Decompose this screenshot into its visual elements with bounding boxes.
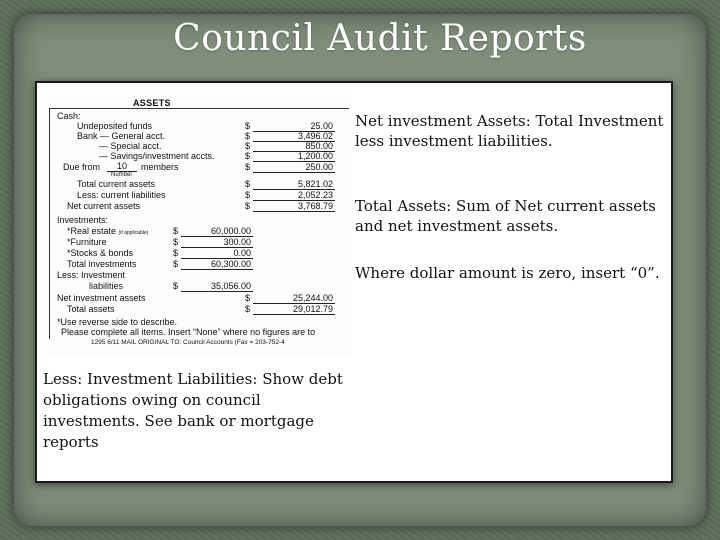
- form-row-value: 850.00: [253, 141, 335, 152]
- form-row-label: — Special acct.: [99, 141, 162, 151]
- form-row-label: *Stocks & bonds: [67, 248, 134, 258]
- form-row-label: Less: current liabilities: [77, 190, 166, 200]
- form-row-value: 250.00: [253, 162, 335, 173]
- form-row-dollar: $: [245, 121, 251, 131]
- members-count: 10: [107, 161, 137, 172]
- form-row-dollar: $: [245, 293, 251, 303]
- slide-title: Council Audit Reports: [173, 18, 587, 59]
- form-row-label: Investments:: [57, 215, 109, 225]
- form-row-value: 29,012.79: [253, 304, 335, 315]
- investment-liabilities-explanation: Less: Investment Liabilities: Show debt obligations owing on council investments. See bank or mortgage reports: [43, 370, 343, 451]
- form-row-dollar: $: [245, 141, 251, 151]
- form-row-label: Net current assets: [67, 201, 141, 211]
- form-row-dollar: $: [245, 201, 251, 211]
- form-row-label: Total assets: [67, 304, 115, 314]
- form-row-dollar: $: [173, 281, 179, 291]
- form-row-dollar: $: [245, 131, 251, 141]
- form-row-label: Net investment assets: [57, 293, 146, 303]
- form-row-value: 2,052.23: [253, 190, 335, 201]
- form-row-label: liabilities: [89, 281, 124, 291]
- explanation-column: [355, 111, 671, 282]
- form-header-rule: [49, 108, 349, 109]
- form-row-label: Less: Investment: [57, 270, 126, 280]
- form-row-value: 3,496.02: [253, 131, 335, 142]
- form-row-value: 3,768.79: [253, 201, 335, 212]
- form-row-label: Due from: [63, 162, 101, 172]
- form-row-label-note: (if applicable): [118, 230, 149, 236]
- form-footer: 1295 6/11 MAIL ORIGINAL TO: Council Accounts (Fax = 203-752-4: [91, 339, 285, 346]
- assets-form-image: [49, 95, 351, 357]
- form-note: Please complete all items. Insert “None” where no figures are to: [61, 327, 316, 337]
- form-row-label: Cash:: [57, 111, 81, 121]
- form-row-value: 1,200.00: [253, 151, 335, 162]
- form-row-dollar: $: [173, 248, 179, 258]
- form-row-value: 300.00: [181, 237, 253, 248]
- form-row-value: 25.00: [253, 121, 335, 132]
- form-row-value: 25,244.00: [253, 293, 335, 304]
- form-header: ASSETS: [133, 98, 171, 108]
- form-row-value: 60,000.00: [181, 226, 253, 237]
- form-row-value: 35,056.00: [181, 281, 253, 292]
- form-row-label: — Savings/investment accts.: [99, 151, 215, 161]
- number-caption: Number: [111, 172, 133, 178]
- form-row-value: 0.00: [181, 248, 253, 259]
- form-row-label: Undeposited funds: [77, 121, 153, 131]
- form-left-border: [49, 109, 50, 339]
- form-row-label: Bank — General acct.: [77, 131, 166, 141]
- zero-rule-explanation: Where dollar amount is zero, insert “0”.: [355, 264, 660, 282]
- form-row-dollar: $: [173, 259, 179, 269]
- form-row-label: Total investments: [67, 259, 137, 269]
- total-assets-explanation: Total Assets: Sum of Net current assets and net investment assets.: [355, 197, 656, 235]
- net-investment-explanation: Net investment Assets: Total Investment less investment liabilities.: [355, 112, 664, 150]
- content-panel: [35, 81, 673, 483]
- form-row-dollar: $: [245, 304, 251, 314]
- form-row-dollar: $: [245, 179, 251, 189]
- form-row-dollar: $: [245, 190, 251, 200]
- form-row-value: 60,300.00: [181, 259, 253, 270]
- form-row-dollar: $: [173, 237, 179, 247]
- form-row-label: members: [141, 162, 179, 172]
- form-row-dollar: $: [173, 226, 179, 236]
- form-row-label-text: *Real estate: [67, 226, 117, 236]
- form-row-label: *Furniture: [67, 237, 107, 247]
- form-note: *Use reverse side to describe.: [57, 317, 178, 327]
- form-row-dollar: $: [245, 162, 251, 172]
- form-row-label: Total current assets: [77, 179, 156, 189]
- form-row-value: 5,821.02: [253, 179, 335, 190]
- form-row-dollar: $: [245, 151, 251, 161]
